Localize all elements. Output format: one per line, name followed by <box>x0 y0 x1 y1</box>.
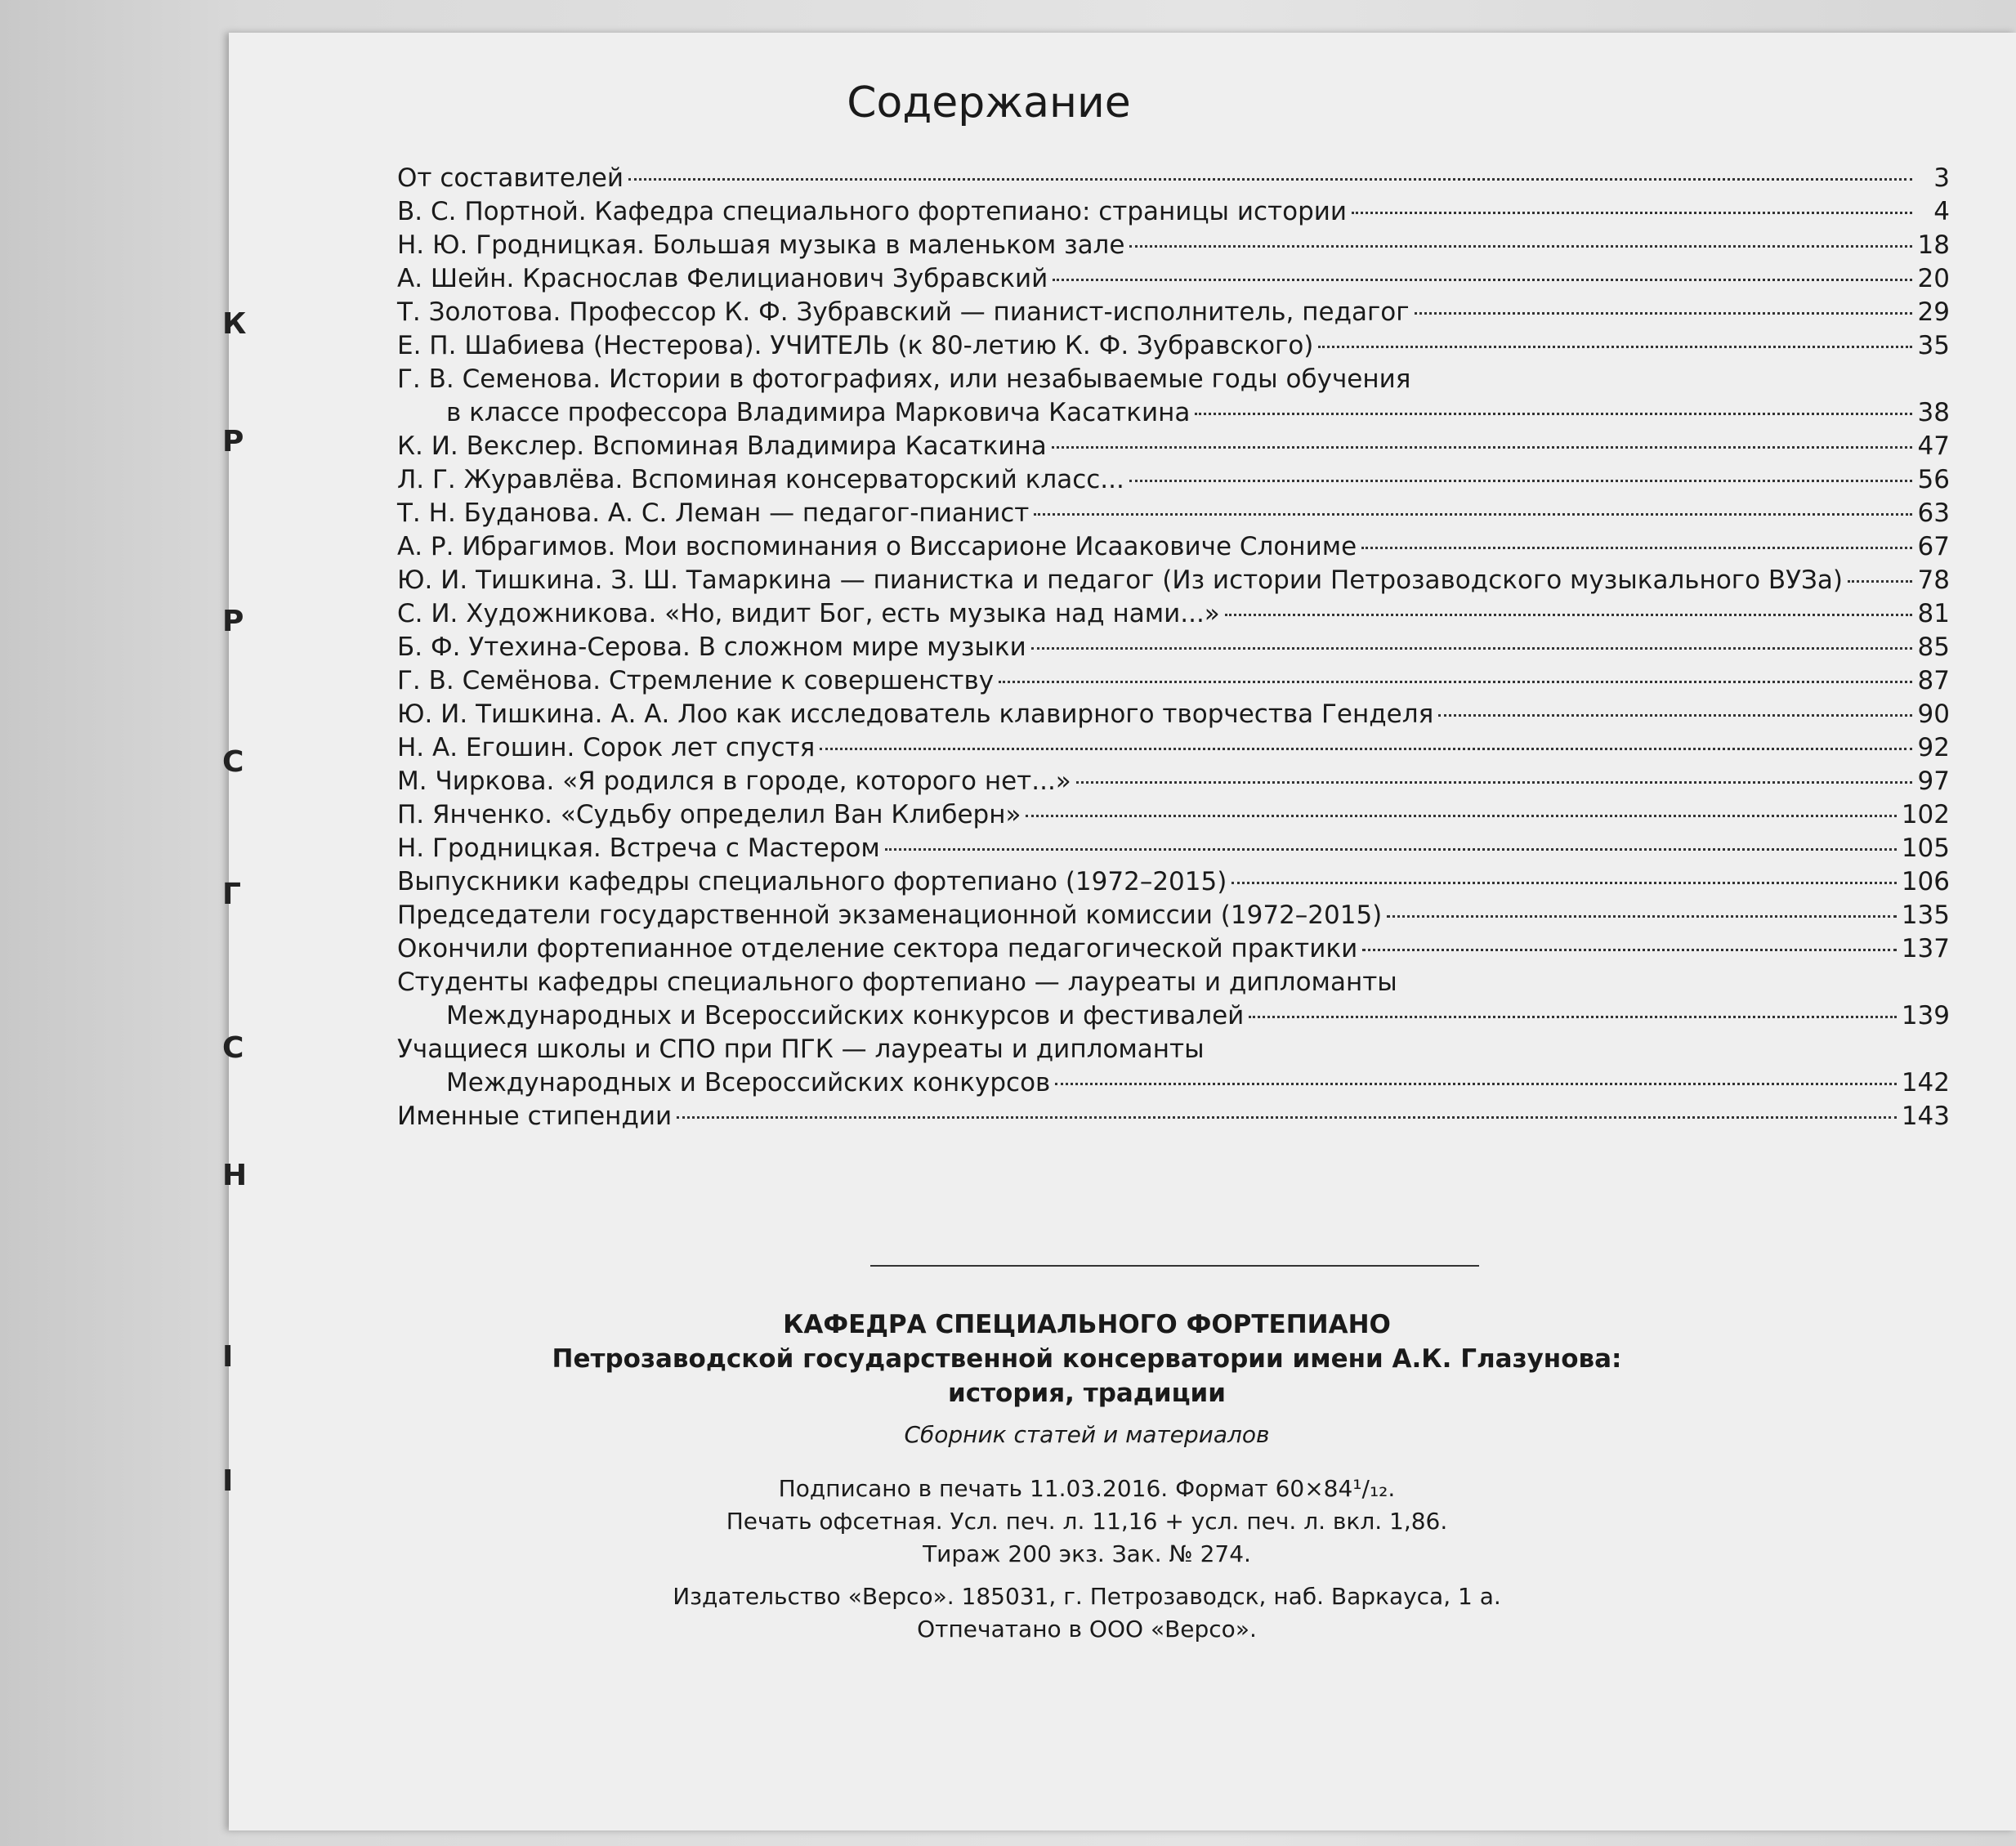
dot-leader <box>1055 1083 1897 1085</box>
margin-letter: С <box>222 1031 244 1065</box>
toc-entry[interactable] <box>397 934 1950 968</box>
toc-entry-title: Е. П. Шабиева (Нестерова). УЧИТЕЛЬ (к 80-летию К. Ф. Зубравского) <box>397 331 1314 360</box>
dot-leader <box>1053 279 1912 281</box>
toc-entry-title: Г. В. Семенова. Истории в фотографиях, или незабываемые годы обучения <box>397 364 1411 394</box>
toc-entry[interactable] <box>397 331 1950 364</box>
toc-entry-page: 18 <box>1917 230 1950 260</box>
imprint-block <box>490 1307 1683 1646</box>
toc-entry-title: Н. А. Егошин. Сорок лет спустя <box>397 733 816 762</box>
toc-entry-title: А. Р. Ибрагимов. Мои воспоминания о Виссарионе Исааковиче Слониме <box>397 532 1357 561</box>
toc-entry[interactable] <box>397 901 1950 934</box>
dot-leader <box>1249 1016 1897 1018</box>
toc-entry[interactable] <box>397 733 1950 767</box>
toc-entry[interactable] <box>397 264 1950 297</box>
toc-entry-title: Председатели государственной экзаменационной комиссии (1972–2015) <box>397 901 1383 930</box>
toc-entry[interactable] <box>397 666 1950 700</box>
toc-entry-page: 137 <box>1901 934 1950 963</box>
imprint-run: Тираж 200 экз. Зак. № 274. <box>923 1540 1251 1567</box>
imprint-heading: КАФЕДРА СПЕЦИАЛЬНОГО ФОРТЕПИАНО <box>783 1310 1391 1339</box>
dot-leader <box>1129 245 1912 248</box>
toc-entry-title: М. Чиркова. «Я родился в городе, которого нет...» <box>397 767 1071 796</box>
dot-leader <box>628 178 1912 181</box>
toc-entry[interactable] <box>397 1035 1950 1068</box>
toc-entry[interactable] <box>397 498 1950 532</box>
toc-entry[interactable] <box>397 767 1950 800</box>
toc-entry[interactable] <box>397 364 1950 398</box>
dot-leader <box>1052 446 1912 449</box>
toc-entry-title: А. Шейн. Краснослав Фелицианович Зубравский <box>397 264 1048 293</box>
toc-entry-page: 67 <box>1917 532 1950 561</box>
toc-entry-title: Международных и Всероссийских конкурсов <box>446 1068 1051 1097</box>
toc-entry-title: Студенты кафедры специального фортепиано — лауреаты и дипломанты <box>397 968 1397 997</box>
toc-entry-page: 92 <box>1917 733 1950 762</box>
dot-leader <box>1387 915 1897 918</box>
toc-entry-page: 143 <box>1901 1102 1950 1131</box>
margin-letter: I <box>222 1340 234 1374</box>
toc-entry-page: 29 <box>1917 297 1950 327</box>
imprint-subtitle: Петрозаводской государственной консерватории имени А.К. Глазунова: <box>552 1344 1622 1374</box>
toc-entry-title: С. И. Художникова. «Но, видит Бог, есть музыка над нами...» <box>397 599 1220 628</box>
table-of-contents <box>397 163 1950 1135</box>
toc-entry-title: Выпускники кафедры специального фортепиано (1972–2015) <box>397 867 1227 896</box>
toc-entry-page: 135 <box>1901 901 1950 930</box>
toc-entry-title: Б. Ф. Утехина-Серова. В сложном мире музыки <box>397 632 1026 662</box>
toc-entry-page: 142 <box>1901 1068 1950 1097</box>
toc-entry-page: 47 <box>1917 431 1950 461</box>
dot-leader <box>677 1116 1897 1119</box>
dot-leader <box>1318 346 1912 348</box>
toc-entry[interactable] <box>397 834 1950 867</box>
dot-leader <box>820 748 1912 750</box>
toc-entry-title: П. Янченко. «Судьбу определил Ван Клиберн» <box>397 800 1021 829</box>
toc-entry-title: Г. В. Семёнова. Стремление к совершенству <box>397 666 995 695</box>
dot-leader <box>1361 547 1912 549</box>
dot-leader <box>1195 413 1912 415</box>
toc-entry-page: 81 <box>1917 599 1950 628</box>
toc-entry-page: 87 <box>1917 666 1950 695</box>
dot-leader <box>1352 212 1912 214</box>
dot-leader <box>1362 949 1897 951</box>
toc-entry[interactable] <box>397 968 1950 1001</box>
toc-entry-title: Учащиеся школы и СПО при ПГК — лауреаты и дипломанты <box>397 1035 1205 1064</box>
dot-leader <box>885 848 1897 851</box>
margin-letter: С <box>222 745 244 779</box>
toc-entry-title: Т. Золотова. Профессор К. Ф. Зубравский — пианист-исполнитель, педагог <box>397 297 1410 327</box>
imprint-signed: Подписано в печать 11.03.2016. Формат 60×84¹/₁₂. <box>778 1475 1396 1502</box>
toc-entry-title: Именные стипендии <box>397 1102 673 1131</box>
toc-entry-page: 105 <box>1901 834 1950 863</box>
toc-entry-page: 102 <box>1901 800 1950 829</box>
toc-entry[interactable] <box>397 230 1950 264</box>
toc-entry[interactable] <box>397 565 1950 599</box>
margin-letter: Н <box>222 1159 248 1192</box>
toc-entry-page: 106 <box>1901 867 1950 896</box>
toc-title: Содержание <box>847 78 1131 127</box>
dot-leader <box>1026 815 1896 817</box>
toc-entry-title: Окончили фортепианное отделение сектора педагогической практики <box>397 934 1358 963</box>
toc-entry-title: Л. Г. Журавлёва. Вспоминая консерваторский класс... <box>397 465 1124 494</box>
imprint-collection: Сборник статей и материалов <box>904 1421 1270 1448</box>
toc-entry-title: От составителей <box>397 163 624 193</box>
toc-entry-page: 20 <box>1917 264 1950 293</box>
toc-entry-continuation[interactable] <box>397 1001 1950 1035</box>
toc-entry-title: К. И. Векслер. Вспоминая Владимира Касаткина <box>397 431 1047 461</box>
toc-entry-continuation[interactable] <box>397 398 1950 431</box>
toc-entry-page: 90 <box>1917 700 1950 729</box>
toc-entry-page: 56 <box>1917 465 1950 494</box>
imprint-publisher: Издательство «Версо». 185031, г. Петрозаводск, наб. Варкауса, 1 а. <box>673 1583 1501 1610</box>
margin-letter: Р <box>222 425 244 458</box>
dot-leader <box>1232 882 1897 884</box>
toc-entry-title: Н. Гродницкая. Встреча с Мастером <box>397 834 880 863</box>
toc-entry-page: 139 <box>1901 1001 1950 1030</box>
toc-entry[interactable] <box>397 632 1950 666</box>
toc-entry-page: 3 <box>1933 163 1950 193</box>
toc-entry[interactable] <box>397 431 1950 465</box>
toc-entry[interactable] <box>397 700 1950 733</box>
dot-leader <box>1031 647 1912 650</box>
toc-entry-title: Т. Н. Буданова. А. С. Леман — педагог-пианист <box>397 498 1030 528</box>
imprint-divider <box>870 1265 1479 1267</box>
dot-leader <box>1225 614 1912 616</box>
toc-entry[interactable] <box>397 1102 1950 1135</box>
toc-entry-page: 97 <box>1917 767 1950 796</box>
margin-letter: К <box>222 307 247 341</box>
imprint-printed: Отпечатано в ООО «Версо». <box>917 1616 1257 1643</box>
toc-entry[interactable] <box>397 465 1950 498</box>
toc-entry-title: Ю. И. Тишкина. А. А. Лоо как исследователь клавирного творчества Генделя <box>397 700 1434 729</box>
toc-entry-title: Ю. И. Тишкина. З. Ш. Тамаркина — пианистка и педагог (Из истории Петрозаводского музыкального ВУЗа) <box>397 565 1844 595</box>
toc-entry[interactable] <box>397 800 1950 834</box>
dot-leader <box>1438 714 1912 717</box>
toc-entry[interactable] <box>397 532 1950 565</box>
imprint-subtitle-2: история, традиции <box>947 1379 1226 1408</box>
toc-entry[interactable] <box>397 297 1950 331</box>
toc-entry-title: в классе профессора Владимира Марковича Касаткина <box>446 398 1191 427</box>
dot-leader <box>1415 312 1912 315</box>
toc-entry-title: В. С. Портной. Кафедра специального фортепиано: страницы истории <box>397 197 1348 226</box>
margin-letter: I <box>222 1464 234 1498</box>
toc-entry-page: 63 <box>1917 498 1950 528</box>
dot-leader <box>1076 781 1912 784</box>
toc-entry[interactable] <box>397 599 1950 632</box>
dot-leader <box>1848 580 1912 583</box>
dot-leader <box>1129 480 1912 482</box>
toc-entry[interactable] <box>397 867 1950 901</box>
toc-entry-continuation[interactable] <box>397 1068 1950 1102</box>
imprint-printing: Печать офсетная. Усл. печ. л. 11,16 + усл. печ. л. вкл. 1,86. <box>726 1508 1448 1535</box>
margin-letter: Р <box>222 605 244 638</box>
toc-entry-page: 4 <box>1933 197 1950 226</box>
margin-letter: Г <box>222 878 241 911</box>
toc-entry-page: 78 <box>1917 565 1950 595</box>
toc-entry-page: 85 <box>1917 632 1950 662</box>
toc-entry[interactable] <box>397 163 1950 197</box>
toc-entry-page: 38 <box>1917 398 1950 427</box>
dot-leader <box>1034 513 1912 516</box>
toc-entry-page: 35 <box>1917 331 1950 360</box>
toc-entry-title: Международных и Всероссийских конкурсов и фестивалей <box>446 1001 1245 1030</box>
margin-letters <box>222 0 255 1846</box>
toc-entry-title: Н. Ю. Гродницкая. Большая музыка в маленьком зале <box>397 230 1125 260</box>
dot-leader <box>999 681 1912 683</box>
toc-entry[interactable] <box>397 197 1950 230</box>
